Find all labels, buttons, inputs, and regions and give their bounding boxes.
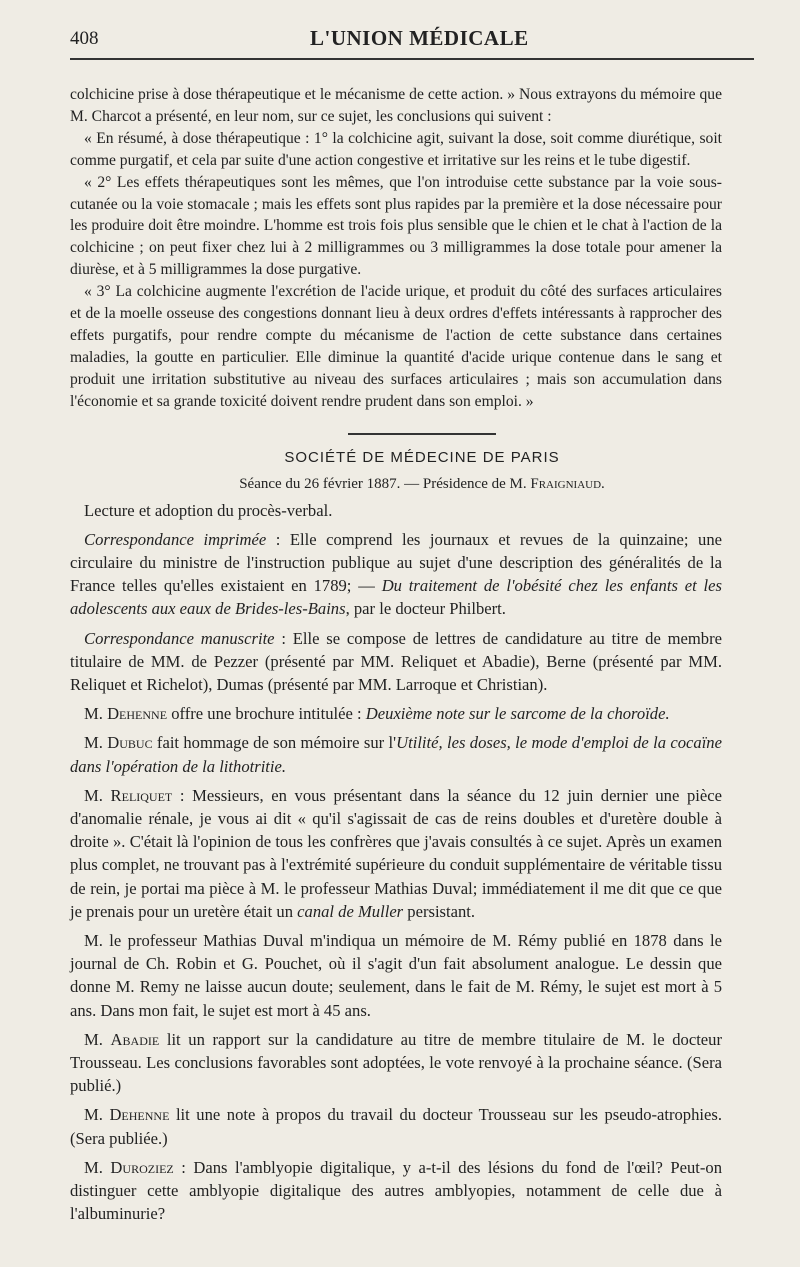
publication-title: Deuxième note sur le sarcome de la choroïde. [365,704,670,724]
article-paragraph: colchicine prise à dose thérapeutique et le mécanisme de cette action. » Nous extrayons du mémoire que M. Charcot a présenté, en leur nom, sur ce sujet, les conclusions qui suivent : [70,86,722,125]
page-number: 408 [70,28,99,49]
publication-title: Utilité, les doses, le mode d'emploi de la cocaïne dans l'opération de la lithotritie. [70,733,722,776]
speaker-name: Dubuc [107,733,153,753]
correspondence-label: Correspondance imprimée [84,529,267,549]
article-paragraph: « 2° Les effets thérapeutiques sont les mêmes, que l'on introduise cette substance par la voie sous-cutanée ou la voie stomacale ; mais les effets sont plus rapides par la première et la dose nécessaire pour les produire doit être moindre. L'homme est trois fois plus sensible que le chien et le chat à l'action de la colchicine ; on peut fixer chez lui à 2 milligrammes ou 3 milligrammes la dose totale pour amener la diurèse, et à 5 milligrammes la dose purgative. [70,173,722,279]
minutes-text: lit une note à propos du travail du docteur Trousseau sur les pseudo-atrophies. (Sera publiée.) [70,1105,722,1148]
minutes [70,499,722,1226]
society-title: SOCIÉTÉ DE MÉDECINE DE PARIS [284,448,560,466]
article-paragraph: « En résumé, à dose thérapeutique : 1° la colchicine agit, suivant la dose, soit comme diurétique, soit comme purgatif, et cela par suite d'une action congestive et irritative sur les reins et le tube digestif. [70,129,722,169]
minutes-paragraph: M. le professeur Mathias Duval m'indiqua un mémoire de M. Rémy publié en 1878 dans le journal de Ch. Robin et G. Pouchet, où il s'agit d'un fait absolument analogue. Le dessin que donne M. Remy ne laisse aucun doute; seulement, dans le fait de M. Rémy, le sujet est mort à 5 ans. Dans mon fait, le sujet est mort à 45 ans. [70,931,722,1020]
session-suffix: . [601,475,605,492]
minutes-text: , par le docteur Philbert. [345,599,506,619]
article-conclusions [70,84,722,413]
minutes-text: offre une brochure intitulée : [167,704,366,724]
minutes-text: : Elle se compose de lettres de candidature au titre de membre titulaire de MM. de Pezzer (présenté par MM. Reliquet et Abadie), Berne (présenté par MM. Reliquet et Richelot), Dumas (présenté par MM. Larroque et Christian). [70,628,722,695]
speaker-prefix: M. [84,1157,111,1177]
minutes-text: : Messieurs, en vous présentant dans la séance du 12 juin dernier une pièce d'anomalie rénale, je vous ai dit « qu'il s'agissait de cas de reins doubles et d'uretère double à droite ». C'était là l'opinion de tous les confrères que j'avais consultés à ce sujet. Après un examen plus complet, ne trouvant pas à l'extrémité supérieure du conduit supplémentaire de véritable tissu de rein, je portai ma pièce à M. le professeur Mathias Duval; immédiatement il me dit que ce que je prenais pour un uretère était un [70,785,722,921]
page-header [70,22,754,60]
minutes-paragraph [70,702,722,725]
minutes-paragraph [70,1156,722,1226]
publication-title: Du traitement de l'obésité chez les enfants et les adolescents aux eaux de Brides-les-Bains [70,576,722,619]
speaker-name: Dehenne [107,704,168,724]
minutes-paragraph [70,627,722,697]
speaker-name: Dehenne [109,1105,170,1125]
speaker-prefix: M. [84,704,108,724]
minutes-text: : Elle comprend les journaux et revues de la quinzaine; une circulaire du ministre de l'instruction publique au sujet d'une description des généralités de la France telles qu'elles existaient en 1789; — [70,529,722,596]
section-divider [348,433,496,435]
speaker-name: Abadie [110,1029,160,1049]
speaker-name: Reliquet [110,785,173,805]
speaker-prefix: M. [84,785,111,805]
article-paragraph: « 3° La colchicine augmente l'excrétion de l'acide urique, et produit du côté des surfaces articulaires et de la moelle osseuse des congestions donnant lieu à deux ordres d'effets intéressants à rapprocher des effets purgatifs, pour rendre compte du mécanisme de l'action de cette substance dans certaines maladies, la goutte en particulier. Elle diminue la quantité d'acide urique contenue dans le sang et produit une irritation substitutive au niveau des surfaces articulaires ; mais son accumulation dans l'économie et sa grande toxicité doivent rendre prudent dans son emploi. » [70,283,722,410]
session-line [70,476,774,493]
minutes-text: persistant. [403,901,476,921]
minutes-paragraph [70,1028,722,1098]
minutes-paragraph [70,1103,722,1149]
speaker-prefix: M. [84,1029,111,1049]
minutes-paragraph [70,731,722,777]
minutes-paragraph: Lecture et adoption du procès-verbal. [84,500,333,520]
correspondence-label: Correspondance manuscrite [84,628,275,648]
session-date-text: Séance du 26 février 1887. — Présidence de M. [239,475,531,492]
president-name: Fraigniaud [530,475,602,492]
term-italic: canal de Muller [297,901,404,921]
speaker-prefix: M. [84,733,108,753]
speaker-prefix: M. [84,1105,110,1125]
minutes-text: fait hommage de son mémoire sur l' [152,733,397,753]
minutes-text: lit un rapport sur la candidature au titre de membre titulaire de M. le docteur Trousseau. Les conclusions favorables sont adoptées, le vote renvoyé à la prochaine séance. (Sera publié.) [70,1029,722,1096]
minutes-paragraph [70,784,722,923]
speaker-name: Duroziez [110,1157,174,1177]
minutes-paragraph [70,528,722,621]
minutes-text: : Dans l'amblyopie digitalique, y a-t-il des lésions du fond de l'œil? Peut-on distinguer cette amblyopie digitalique des autres amblyopies, notamment de celle due à l'albuminurie? [70,1157,722,1224]
journal-title: L'UNION MÉDICALE [310,26,529,50]
